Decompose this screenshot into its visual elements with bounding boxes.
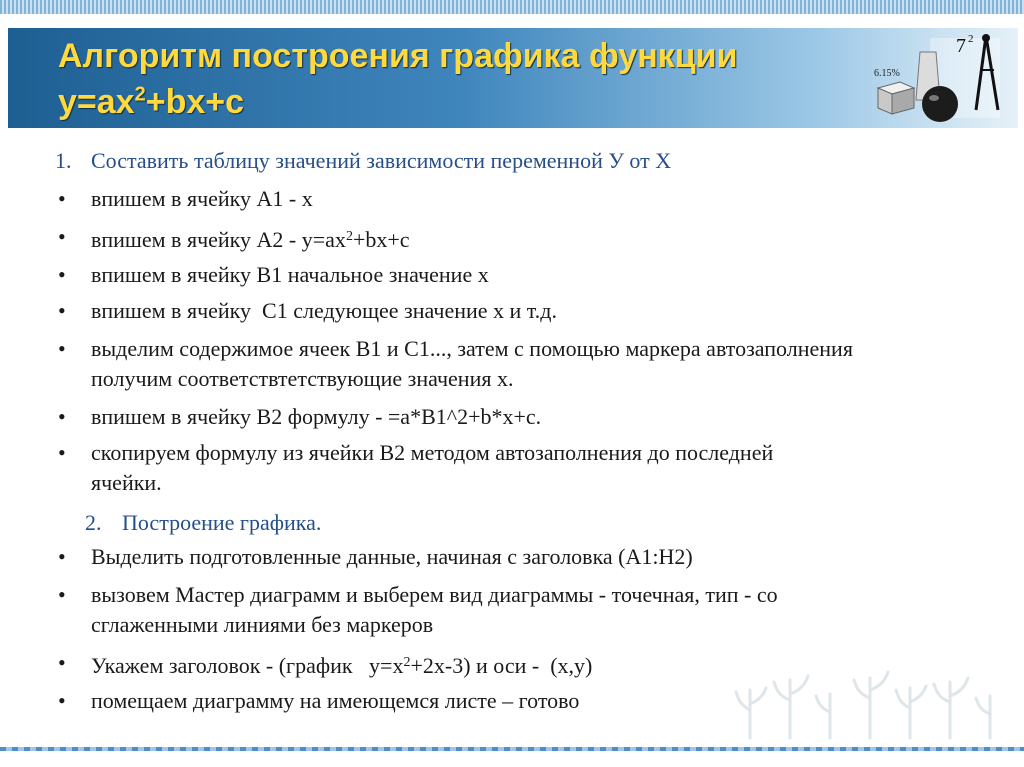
seven-label: 7 [956, 35, 966, 57]
title-line-2: $y=ax^2+bx+c$ [58, 83, 245, 121]
top-decorative-stripe [0, 0, 1024, 14]
slide-title [58, 33, 878, 125]
plants-decoration [730, 660, 1010, 740]
sphere-shape [922, 86, 958, 122]
percent-label: 6.15% [874, 68, 900, 79]
geometry-illustration [870, 30, 1010, 126]
seven-exponent: 2 [968, 33, 974, 45]
bottom-decorative-line [0, 747, 1024, 751]
title-line-1: Алгоритм построения графика функции [58, 37, 738, 75]
